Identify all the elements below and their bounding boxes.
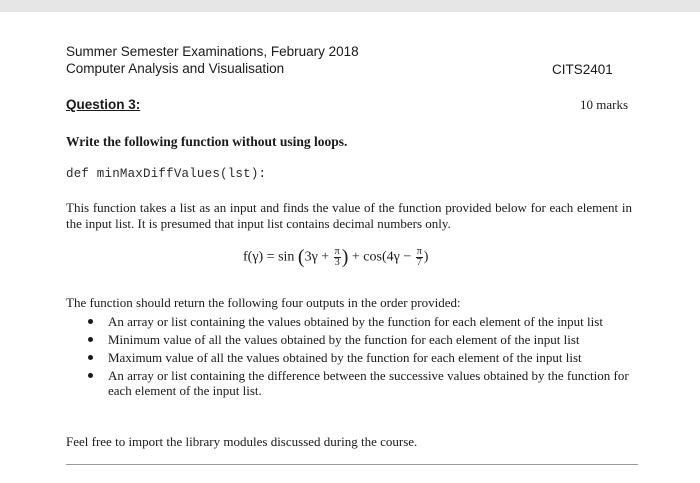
question-heading: Question 3: bbox=[66, 97, 141, 112]
fraction-denominator: 3 bbox=[334, 257, 340, 268]
formula-open-paren: ( bbox=[297, 246, 305, 268]
fraction-denominator: 7 bbox=[416, 257, 422, 268]
code-signature: def minMaxDiffValues(lst): bbox=[66, 167, 267, 181]
course-code: CITS2401 bbox=[552, 62, 613, 77]
list-item-text: Minimum value of all the values obtained by the function for each element of the input list bbox=[108, 332, 580, 347]
fraction-pi-over-7 bbox=[416, 247, 423, 268]
divider-line bbox=[66, 464, 638, 465]
math-formula bbox=[243, 246, 428, 269]
fraction-pi-over-3 bbox=[334, 247, 341, 268]
exam-title: Summer Semester Examinations, February 2018 bbox=[66, 44, 359, 59]
course-title: Computer Analysis and Visualisation bbox=[66, 61, 285, 76]
fraction-numerator: π bbox=[334, 246, 340, 257]
list-item bbox=[88, 314, 648, 329]
question-instruction: Write the following function without using loops. bbox=[66, 134, 348, 149]
bullet-icon bbox=[88, 337, 93, 342]
outputs-intro: The function should return the following four outputs in the order provided: bbox=[66, 295, 461, 310]
formula-term1: 3γ + bbox=[304, 249, 330, 265]
list-item-text: An array or list containing the values obtained by the function for each element of the input list bbox=[108, 314, 603, 329]
formula-lhs: f(γ) = sin bbox=[243, 249, 295, 265]
top-bar bbox=[0, 0, 700, 12]
question-marks: 10 marks bbox=[580, 97, 629, 112]
bullet-icon bbox=[88, 355, 93, 360]
list-item-text: An array or list containing the difference between the successive values obtained by the function for each element of the input list. bbox=[108, 368, 629, 398]
list-item bbox=[88, 350, 648, 365]
footer-note: Feel free to import the library modules discussed during the course. bbox=[66, 434, 418, 449]
list-item bbox=[88, 368, 648, 398]
formula-end-paren: ) bbox=[423, 249, 429, 265]
formula-close-paren: ) bbox=[341, 246, 349, 268]
fraction-numerator: π bbox=[416, 246, 422, 257]
outputs-list bbox=[88, 314, 648, 401]
bullet-icon bbox=[88, 319, 93, 324]
formula-cos-term: + cos(4γ − bbox=[351, 249, 412, 265]
function-description: This function takes a list as an input and finds the value of the function provided below for each element in the input list. It is presumed that input list contains decimal numbers only. bbox=[66, 200, 632, 231]
list-item bbox=[88, 332, 648, 347]
list-item-text: Maximum value of all the values obtained by the function for each element of the input list bbox=[108, 350, 582, 365]
bullet-icon bbox=[88, 373, 93, 378]
